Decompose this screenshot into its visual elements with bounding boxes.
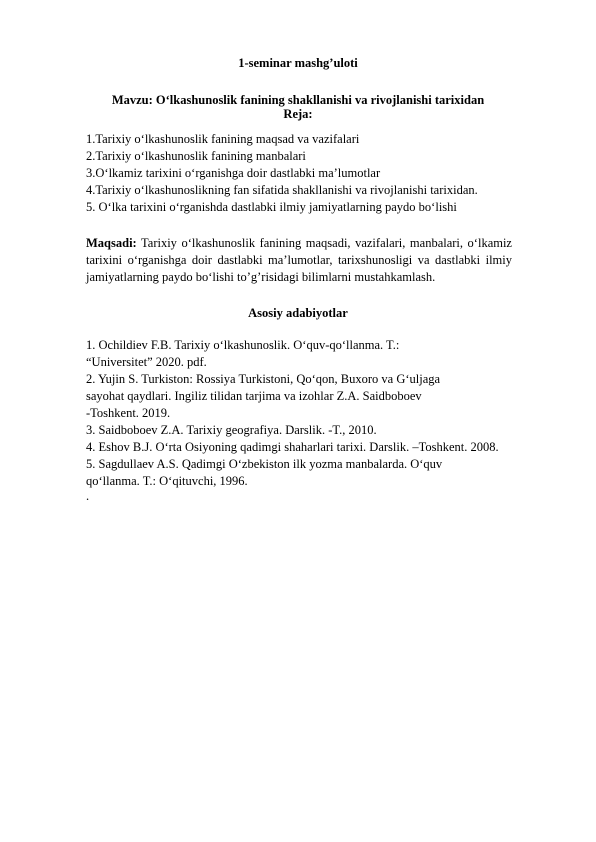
plan-item: 4.Tarixiy o‘lkashunoslikning fan sifatida shakllanishi va rivojlanishi tarixidan. <box>86 183 478 197</box>
seminar-title: 1-seminar mashg’uloti <box>238 56 358 70</box>
literature-heading: Asosiy adabiyotlar <box>248 306 348 320</box>
literature-line: 4. Eshov B.J. O‘rta Osiyoning qadimgi shaharlari tarixi. Darslik. –Toshkent. 2008. <box>86 440 499 454</box>
plan-item: 1.Tarixiy o‘lkashunoslik fanining maqsad va vazifalari <box>86 132 360 146</box>
literature-line: qo‘llanma. T.: O‘qituvchi, 1996. <box>86 474 248 488</box>
plan-item: 5. O‘lka tarixini o‘rganishda dastlabki ilmiy jamiyatlarning paydo bo‘lishi <box>86 200 457 214</box>
plan-item: 2.Tarixiy o‘lkashunoslik fanining manbalari <box>86 149 306 163</box>
topic-heading: Mavzu: O‘lkashunoslik fanining shakllanishi va rivojlanishi tarixidan <box>111 93 485 107</box>
literature-line: sayohat qaydlari. Ingiliz tilidan tarjima va izohlar Z.A. Saidboboev <box>86 389 422 403</box>
plan-heading: Reja: <box>283 107 313 121</box>
literature-line: 1. Ochildiev F.B. Tarixiy o‘lkashunoslik. O‘quv-qo‘llanma. T.: <box>86 338 400 352</box>
literature-line: 3. Saidboboev Z.A. Tarixiy geografiya. Darslik. -T., 2010. <box>86 423 377 437</box>
goal-label: Maqsadi: <box>86 236 137 250</box>
goal-text: Tarixiy o‘lkashunoslik fanining maqsadi, vazifalari, manbalari, o‘lkamiz tarixini o‘rganishga doir dastlabki ma’lumotlar, tarixshunosligi va dastlabki ilmiy jamiyatlarning paydo bo‘lishi to’g’risidagi bilimlarni mustahkamlash. <box>86 236 512 284</box>
literature-line: . <box>86 489 90 503</box>
literature-line: “Universitet” 2020. pdf. <box>86 355 207 369</box>
literature-line: 5. Sagdullaev A.S. Qadimgi O‘zbekiston ilk yozma manbalarda. O‘quv <box>86 457 443 471</box>
goal-paragraph <box>86 235 512 286</box>
plan-item: 3.O‘lkamiz tarixini o‘rganishga doir dastlabki ma’lumotlar <box>86 166 381 180</box>
literature-line: 2. Yujin S. Turkiston: Rossiya Turkistoni, Qo‘qon, Buxoro va G‘uljaga <box>86 372 441 386</box>
literature-line: -Toshkent. 2019. <box>86 406 171 420</box>
